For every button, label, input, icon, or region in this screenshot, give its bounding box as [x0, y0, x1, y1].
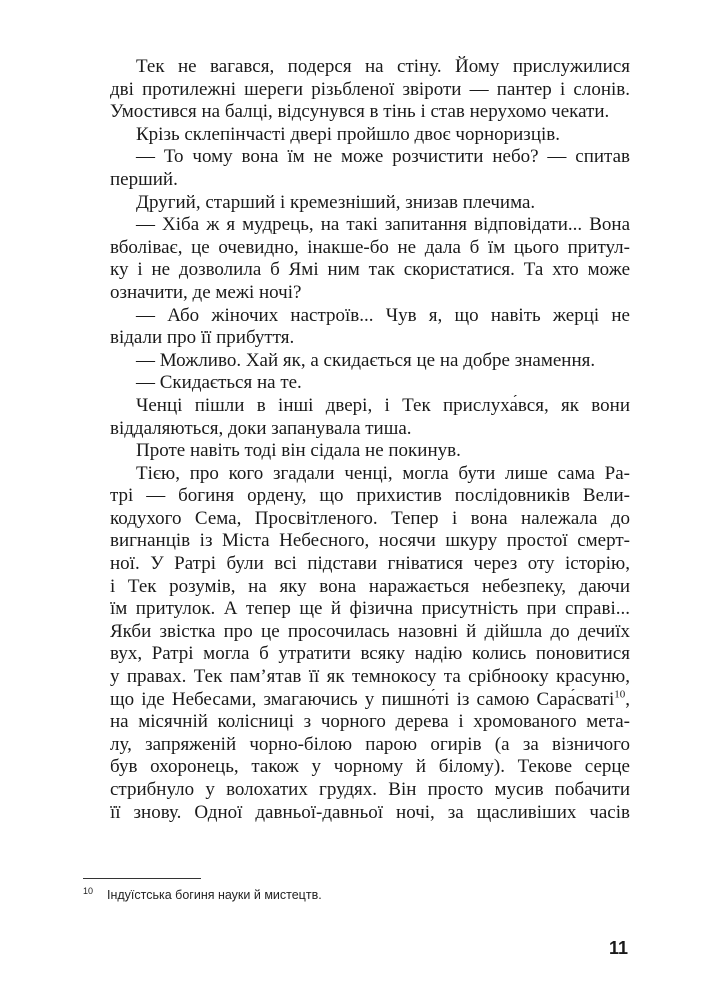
text-line-content: віддаляються, доки запанувала тиша.: [110, 417, 412, 439]
text-line-content: Ченці пішли в інші двері, і Тек прислуха́вся, як вони: [136, 394, 630, 416]
text-line: [110, 711, 630, 734]
footnote-reference: 10: [614, 688, 626, 701]
text-line: [110, 802, 630, 825]
text-line: [110, 440, 630, 463]
text-line-content: перший.: [110, 168, 178, 190]
footnote: [83, 886, 628, 902]
text-line: [110, 530, 630, 553]
text-line: [110, 124, 630, 147]
text-line: [110, 192, 630, 215]
text-line-content: її знову. Одної давньої-давньої ночі, за щасливіших часів: [110, 801, 630, 823]
text-line-content: їм притулок. А тепер ще й фізична присутність при справі...: [110, 598, 630, 620]
text-line-content: вух, Ратрі могла б утратити всяку надію колись поновитися: [110, 643, 630, 665]
text-line-content: вигнанців із Міста Небесного, носячи шкуру простої смерт-: [110, 530, 630, 552]
text-line-content: відали про її прибуття.: [110, 327, 295, 349]
text-line: [110, 643, 630, 666]
text-line-content: був охоронець, також у чорному й білому). Текове серце: [110, 756, 630, 778]
text-line-content: Якби звістка про це просочилась назовні й дійшла до дечиїх: [110, 620, 630, 642]
text-line: [110, 56, 630, 79]
text-line-content: Тією, про кого згадали ченці, могла бути лише сама Ра-: [136, 462, 630, 484]
text-line: [110, 418, 630, 441]
body-text: [110, 56, 630, 824]
text-line: [110, 350, 630, 373]
text-line-content: Другий, старший і кремезніший, знизав плечима.: [136, 191, 536, 213]
footnote-text: Індуїстська богиня науки й мистецтв.: [107, 888, 322, 903]
text-line-content: — Або жіночих настроїв... Чув я, що навіть жерці не: [136, 304, 630, 326]
text-line: [110, 259, 630, 282]
text-line: [110, 395, 630, 418]
text-line-content: трі — богиня ордену, що прихистив послідовників Вели-: [110, 485, 630, 507]
text-line-content: Умостився на балці, відсунувся в тінь і став нерухомо чекати.: [110, 101, 610, 123]
text-line-content: ку і не дозволила б Ямі ним так скористатися. Та хто може: [110, 259, 630, 281]
text-line-content: Проте навіть тоді він сідала не покинув.: [136, 440, 461, 462]
text-line: [110, 214, 630, 237]
text-line: [110, 372, 630, 395]
text-line-content: — То чому вона їм не може розчистити небо? — спитав: [136, 146, 630, 168]
text-line-content: лу, запряженій чорно-білою парою огирів (а за візничого: [110, 733, 630, 755]
footnote-divider: [83, 878, 201, 879]
text-line-content: означити, де межі ночі?: [110, 281, 302, 303]
text-line-content: і Тек розумів, на яку вона наражається небезпеку, даючи: [110, 575, 630, 597]
text-line-content: що іде Небесами, змагаючись у пишно́ті із самою Сара́сваті: [110, 688, 615, 710]
text-line-content: вболіває, це очевидно, інакше-бо не дала б їм цього притул-: [110, 236, 630, 258]
text-line: [110, 756, 630, 779]
text-line: [110, 79, 630, 102]
text-line-content: стрибнуло у волохатих грудях. Він просто мусив побачити: [110, 779, 630, 800]
text-line: що іде Небесами, змагаючись у пишно́ті із самою Сара́сваті$^{10}$,: [110, 688, 630, 710]
text-line: [110, 237, 630, 260]
text-line-content: у правах. Тек пам’ятав її як темнокосу та срібнооку красуню,: [110, 666, 630, 688]
text-line-content: — Хіба ж я мудрець, на такі запитання відповідати... Вона: [136, 214, 630, 236]
text-line: [110, 576, 630, 599]
text-line-content: на місячній колісниці з чорного дерева і хромованого мета-: [110, 711, 630, 733]
text-line: [110, 169, 630, 192]
text-line: [110, 463, 630, 486]
text-line: [110, 621, 630, 644]
text-line-content: Тек не вагався, подерся на стіну. Йому прислужилися: [136, 56, 630, 77]
text-line: [110, 146, 630, 169]
text-line: [110, 553, 630, 576]
text-line-content: Крізь склепінчасті двері пройшло двоє чорноризців.: [136, 123, 560, 145]
text-line: [110, 327, 630, 350]
text-line-content: — Можливо. Хай як, а скидається це на добре знамення.: [136, 349, 596, 371]
text-line: [110, 305, 630, 328]
text-line-content: кодухого Сема, Просвітленого. Тепер і вона належала до: [110, 507, 630, 529]
text-line-content: — Скидається на те.: [136, 372, 302, 394]
text-line: [110, 485, 630, 508]
text-line: [110, 734, 630, 757]
text-line-content: дві протилежні шереги різьбленої звіроти — пантер і слонів.: [110, 78, 630, 100]
text-line: [110, 282, 630, 305]
text-line: [110, 508, 630, 531]
text-line: [110, 101, 630, 124]
footnote-number: 10: [83, 886, 94, 896]
text-line: [110, 666, 630, 689]
text-line-content: ної. У Ратрі були всі підстави гніватися через оту історію,: [110, 553, 630, 575]
text-line: [110, 598, 630, 621]
page-number: 11: [608, 938, 628, 958]
text-line: [110, 779, 630, 802]
